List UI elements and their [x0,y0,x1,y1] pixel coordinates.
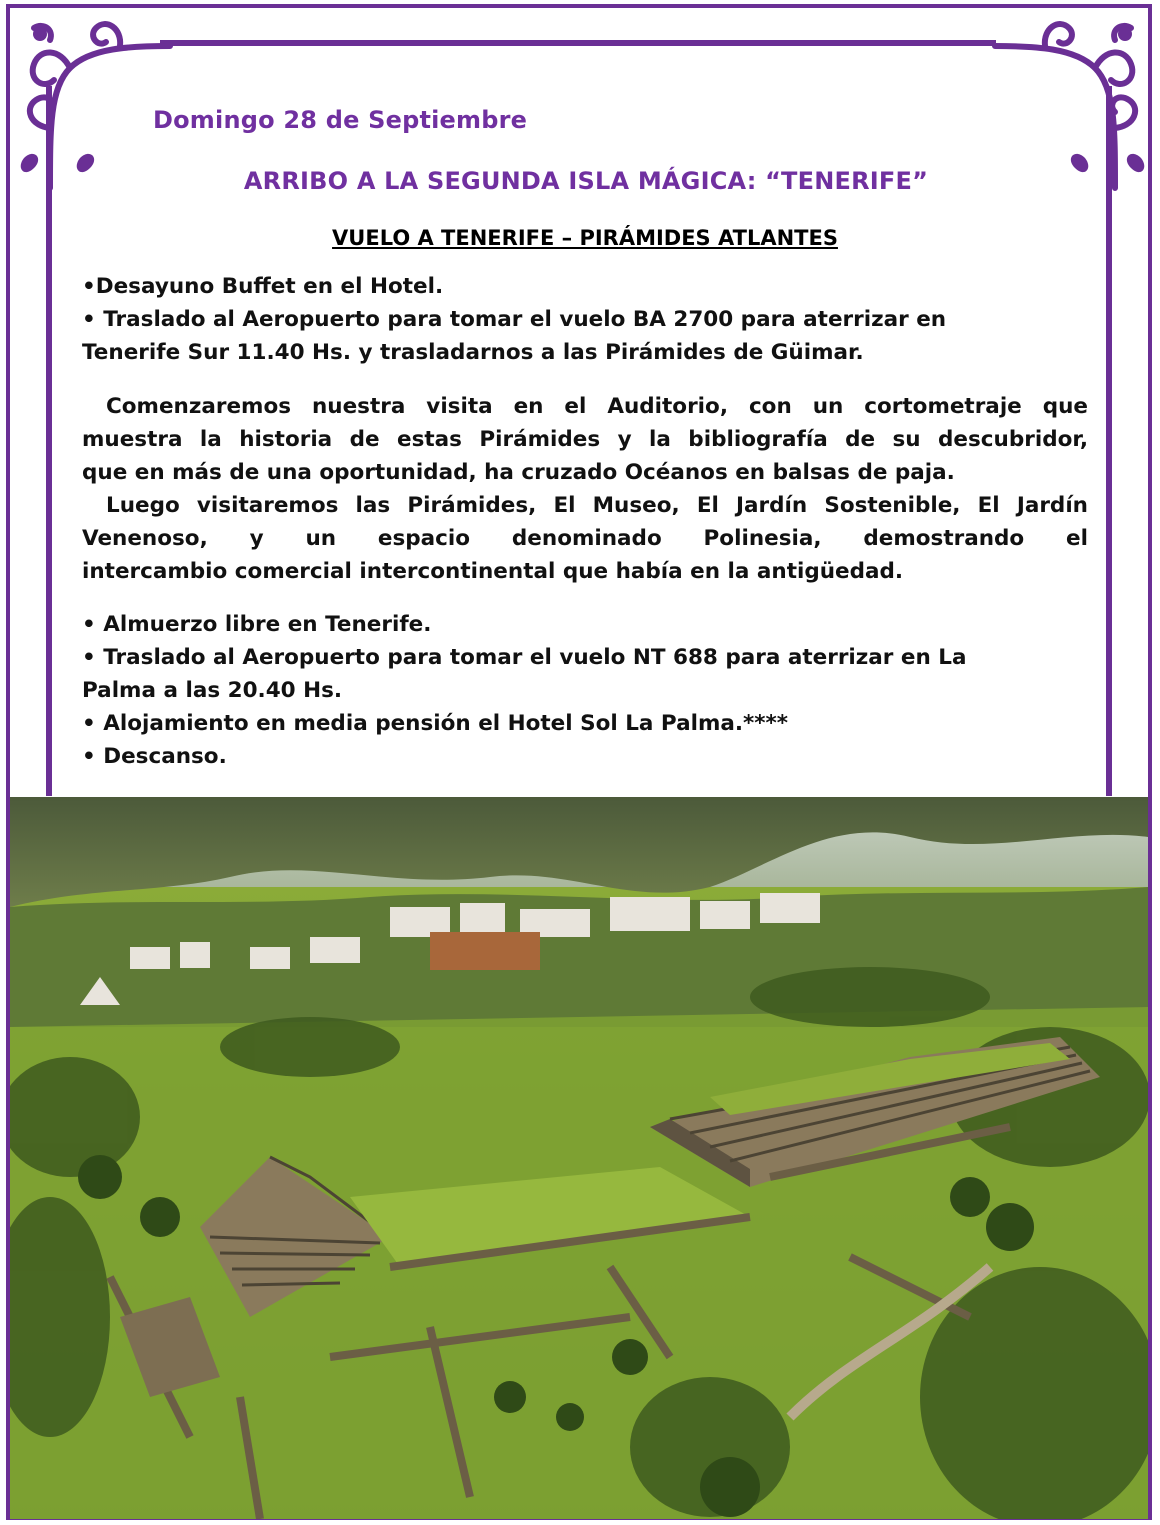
paragraph-line: intercambio comercial intercontinental que había en la antigüedad. [82,559,904,584]
list-item: Tenerife Sur 11.40 Hs. y trasladarnos a las Pirámides de Güimar. [82,340,864,365]
list-item: • Traslado al Aeropuerto para tomar el vuelo BA 2700 para aterrizar en [82,307,947,332]
list-item: • Almuerzo libre en Tenerife. [82,612,432,637]
subtitle: VUELO A TENERIFE – PIRÁMIDES ATLANTES [332,226,838,250]
paragraph-line: que en más de una oportunidad, ha cruzado Océanos en balsas de paja. [82,460,955,485]
paragraph-line: Comenzaremos nuestra visita en el Auditorio, con un cortometraje que [106,394,1088,419]
paragraph-line: Luego visitaremos las Pirámides, El Museo, El Jardín Sostenible, El Jardín [106,493,1088,518]
frame-inner-top [160,40,996,46]
paragraph-line: muestra la historia de estas Pirámides y la bibliografía de su descubridor, [82,427,1088,452]
list-item: •Desayuno Buffet en el Hotel. [82,274,444,299]
list-item: • Descanso. [82,744,227,769]
paragraph-line: Venenoso, y un espacio denominado Polinesia, demostrando el [82,526,1088,551]
list-item: • Traslado al Aeropuerto para tomar el vuelo NT 688 para aterrizar en La [82,645,967,670]
intro-items [82,270,1088,369]
main-title: ARRIBO A LA SEGUNDA ISLA MÁGICA: “TENERIFE” [243,167,929,195]
list-item: Palma a las 20.40 Hs. [82,678,343,703]
list-item: • Alojamiento en media pensión el Hotel Sol La Palma.**** [82,711,789,736]
date-title: Domingo 28 de Septiembre [153,106,528,134]
afternoon-items [82,608,1088,773]
pyramids-landscape-image [10,797,1148,1519]
visit-paragraph [82,390,1088,588]
pyramids-photo [10,797,1148,1519]
